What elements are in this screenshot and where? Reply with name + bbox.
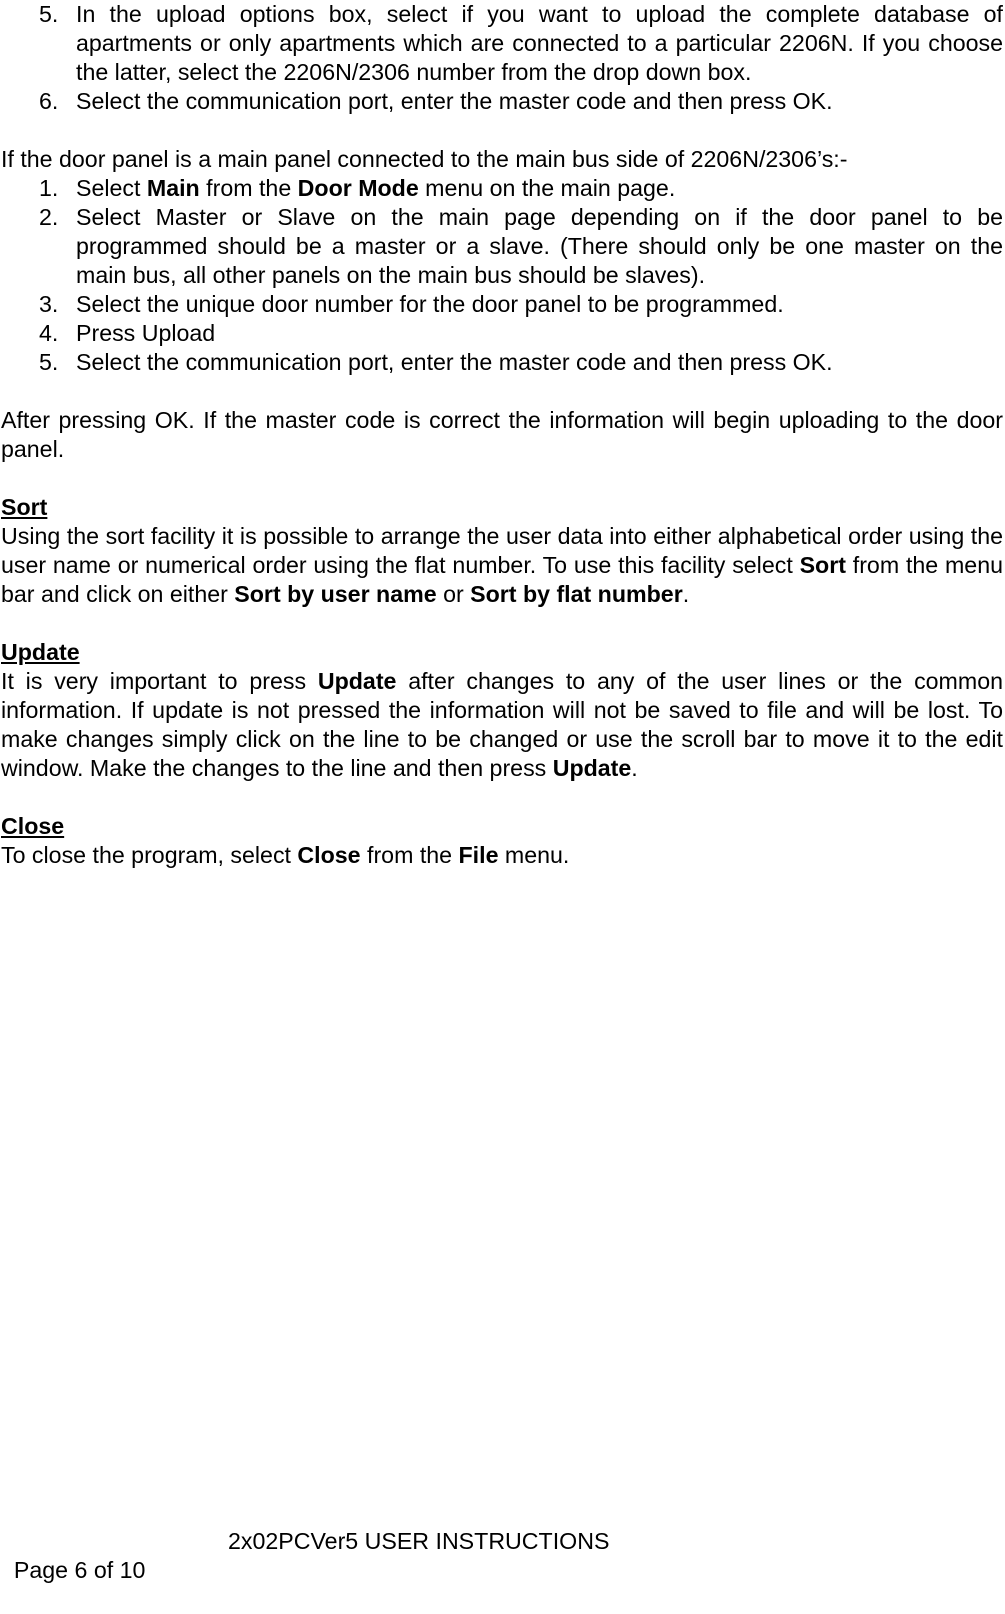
sort-paragraph bbox=[1, 522, 1003, 609]
body-text: or bbox=[436, 581, 471, 607]
body-text: menu. bbox=[498, 842, 570, 868]
menu-term-update: Update bbox=[317, 668, 397, 694]
menu-term-close: Close bbox=[297, 842, 361, 868]
list-number: 2. bbox=[39, 204, 59, 230]
list-item bbox=[1, 174, 1003, 203]
list-item-text: Select bbox=[76, 175, 147, 201]
list-item bbox=[1, 348, 1003, 377]
list-item-text: In the upload options box, select if you want to upload the complete database of apartments or only apartments which are connected to a particular 2206N. If you choose the latter, select the 2206N/2306 number from the drop down box. bbox=[76, 1, 1003, 85]
document-page bbox=[1, 0, 1003, 870]
list-item-text: Press Upload bbox=[76, 320, 216, 346]
list-item-text: from the bbox=[199, 175, 298, 201]
list-item bbox=[1, 203, 1003, 290]
main-bus-intro: If the door panel is a main panel connected to the main bus side of 2206N/2306’s:- bbox=[1, 146, 848, 172]
menu-term-sort: Sort bbox=[799, 552, 846, 578]
body-text: . bbox=[682, 581, 690, 607]
list-item-text: Select the unique door number for the door panel to be programmed. bbox=[76, 291, 784, 317]
body-text: from the menu bar and click on either bbox=[1, 552, 1003, 607]
document-title: 2x02PCVer5 USER INSTRUCTIONS bbox=[228, 1528, 610, 1554]
body-text: . bbox=[631, 755, 638, 781]
menu-term-sort-by-flat-number: Sort by flat number bbox=[470, 581, 683, 607]
body-text: from the bbox=[360, 842, 459, 868]
menu-term-sort-by-user-name: Sort by user name bbox=[234, 581, 437, 607]
body-text: To close the program, select bbox=[1, 842, 298, 868]
main-bus-steps-list bbox=[1, 174, 1003, 377]
list-item-text: Select Master or Slave on the main page depending on if the door panel to be programmed should be a master or a slave. (There should only be one master on the main bus, all other panels on the main bus should be slaves). bbox=[76, 204, 1003, 288]
body-text: Using the sort facility it is possible to arrange the user data into either alphabetical order using the user name or numerical order using the flat number. To use this facility select bbox=[1, 523, 1003, 578]
list-item-text: Select the communication port, enter the master code and then press OK. bbox=[76, 349, 833, 375]
page-number: Page 6 of 10 bbox=[13, 1557, 146, 1583]
after-ok-paragraph: After pressing OK. If the master code is correct the information will begin uploading to the door panel. bbox=[1, 407, 1003, 462]
list-item-text: menu on the main page. bbox=[418, 175, 676, 201]
list-number: 4. bbox=[39, 320, 59, 346]
close-paragraph bbox=[1, 841, 1003, 870]
list-item bbox=[1, 290, 1003, 319]
update-paragraph bbox=[1, 667, 1003, 783]
body-text: after changes to any of the user lines or the common information. If update is not pressed the information will not be saved to file and will be lost. To make changes simply click on the line to be changed or use the scroll bar to move it to the edit window. Make the changes to the line and then press bbox=[1, 668, 1003, 781]
list-number: 5. bbox=[39, 1, 59, 27]
page-footer bbox=[1, 1527, 610, 1614]
list-item bbox=[1, 87, 1003, 116]
upload-steps-list bbox=[1, 0, 1003, 116]
sort-heading: Sort bbox=[1, 494, 48, 520]
close-heading: Close bbox=[1, 813, 65, 839]
list-number: 1. bbox=[39, 175, 59, 201]
menu-term-main: Main bbox=[146, 175, 200, 201]
list-number: 3. bbox=[39, 291, 59, 317]
list-number: 6. bbox=[39, 88, 59, 114]
menu-term-file: File bbox=[458, 842, 499, 868]
list-number: 5. bbox=[39, 349, 59, 375]
list-item bbox=[1, 0, 1003, 87]
menu-term-door-mode: Door Mode bbox=[297, 175, 419, 201]
list-item bbox=[1, 319, 1003, 348]
list-item-text: Select the communication port, enter the master code and then press OK. bbox=[76, 88, 833, 114]
body-text: It is very important to press bbox=[1, 668, 318, 694]
update-heading: Update bbox=[1, 639, 80, 665]
menu-term-update: Update bbox=[552, 755, 632, 781]
